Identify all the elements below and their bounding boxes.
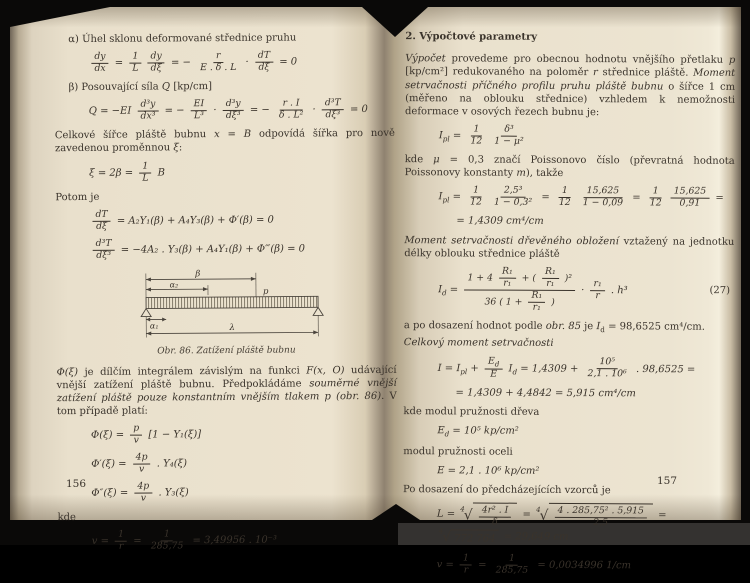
dimension-label-alpha2: α₂ <box>170 280 179 289</box>
para-modul-dreva: kde modul pružnosti dřeva <box>403 405 733 420</box>
eq-slope: $\frac{dy}{dx}$ = $\frac{1}{L}$ $\frac{dy}{d\xi}$ = − $\frac{r}{E . \delta . L}$ · $\frac{dT}{d\xi}$ = 0 <box>54 50 394 75</box>
eq-phi: Φ(ξ) = $\frac{p}{v}$ [1 − Y₁(ξ)] <box>57 422 397 447</box>
eq-E: E = 2,1 . 10⁶ kp/cm² <box>403 464 733 479</box>
eq-d3T: $\frac{\text{d³T}}{\text{dξ³}}$ = −4A₂ . Y₃(β) + A₄Y₁(β) + Φ‴(β) = 0 <box>56 237 396 262</box>
page-left <box>54 28 398 560</box>
arrowhead <box>162 317 166 321</box>
support-left-icon <box>141 308 151 316</box>
eq-shear-force: Q = −EI $\frac{\text{d³y}}{\text{dx³}}$ = − $\frac{EI}{\text{L³}}$ · $\frac{\text{d³y}}{\text{dξ³}}$ = − $\frac{r . I}{\text{δ . L²}}$ · $\frac{\text{d³T}}{\text{dξ³}}$ = 0 <box>55 98 395 123</box>
para-width: Celkové šířce pláště bubnu x = B odpovídá šířka pro nově zavedenou proměnnou ξ: <box>55 127 395 156</box>
support-right-icon <box>313 307 323 315</box>
eq-Id: $I_d$ = 1 + 4 $\frac{\text{R₁}}{\text{r₁}}$ + ( $\frac{\text{R₁}}{\text{r₁}}$ )² 36 ( 1 + $\frac{\text{R₁}}{\text{r₁}}$ ) · $\frac{\text{r₁}}{r}$ . h³ (27) <box>404 266 734 315</box>
eq-I-total: $I = I_{pl}$ + $\frac{E_d}{E}$ $I_d = 1,4309$ + $\frac{\text{10⁵}}{\text{2,1 . 10⁶}}$ . 98,6525 = <box>404 356 734 382</box>
dimension-label-lambda: λ <box>229 323 235 333</box>
eq-L: L = 4 √ $\frac{\text{4r² . I}}{\delta}$ = 4 √ $\frac{\text{4 . 285,75² . 5,915}}{2,5}$ = 4 √ 772 764 = 29,649 cm <box>403 502 733 548</box>
corner-shadow <box>10 7 110 27</box>
eq-phi-prime: Φ′(ξ) = $\frac{4p}{v}$ . Y₄(ξ) <box>57 451 397 476</box>
para-dosazeni-Id: a po dosazení hodnot podle obr. 85 je $I_d = 98,6525$ cm⁴/cm. <box>404 319 734 335</box>
arrowhead <box>313 330 318 334</box>
para-vypocet: Výpočet provedeme pro obecnou hodnotu vnějšího přetlaku p [kp/cm²] redukovaného na poloměr r střednice pláště. Moment setrvačnosti příčného profilu pruhu pláště bubnu o šířce 1 cm (měřeno na oblouku střednice) vzhledem k nemožnosti deformace v osových řezech bubnu je: <box>405 52 735 120</box>
arrowhead <box>146 331 151 335</box>
arrowhead <box>251 276 256 280</box>
arrowhead <box>203 287 208 291</box>
equation-number: (27) <box>710 285 731 298</box>
para-phi: Φ(ξ) je dílčím integrálem závislým na funkci F(x, O) udávající vnější zatížení pláště bubnu. Předpokládáme souměrné vnější zatížení pláště pouze konstantním vnějším tlakem p (obr. 86). V tom případě platí: <box>56 363 396 418</box>
arrowhead <box>146 287 151 291</box>
para-potom-je: Potom je <box>55 188 395 204</box>
eq-v-left: v = $\frac{1}{r}$ = $\frac{1}{285,75}$ = 3,49956 . 10⁻³ <box>58 528 398 553</box>
load-label-p: p <box>263 286 269 296</box>
figure-caption: Obr. 86. Zatížení pláště bubnu <box>56 345 396 359</box>
eq-phi-second: Φ″(ξ) = $\frac{4p}{v}$ . Y₃(ξ) <box>57 480 397 505</box>
book-spread <box>10 7 741 520</box>
eq-I-total-result: = 1,4309 + 4,4842 = 5,915 cm⁴/cm <box>404 386 734 401</box>
page-number-left: 156 <box>66 478 86 490</box>
page-number-right: 157 <box>657 475 677 487</box>
dimension-label-alpha1: α₁ <box>150 321 159 330</box>
eq-Ed: $E_d = 10^5$ kp/cm² <box>403 424 733 440</box>
eq-Ipl-numeric: $I_{pl}$ = $\frac{1}{12}$ $\frac{\text{2,5³}}{\text{1 − 0,3²}}$ = $\frac{1}{12}$ $\frac{15,625}{1 - 0,09}$ = $\frac{1}{12}$ $\frac{15,625}{0,91}$ = <box>405 186 735 211</box>
arrowhead <box>146 277 151 281</box>
para-po-dosazeni: Po dosazení do předcházejících vzorců je <box>403 483 733 498</box>
dim-line-beta <box>146 278 256 279</box>
section-heading: 2. Výpočtové parametry <box>405 30 735 45</box>
para-alpha-item: α) Úhel sklonu deformované střednice pruhu <box>54 31 394 47</box>
eq-Ipl-result: = 1,4309 cm⁴/cm <box>404 215 734 230</box>
para-kde: kde <box>58 509 398 525</box>
eq-xi: ξ = 2β = $\frac{1}{L}$ B <box>55 159 395 184</box>
beam-diagram-figure <box>56 265 397 346</box>
beam-body <box>146 296 318 308</box>
eq-Ipl: $I_{pl}$ = $\frac{1}{12}$ $\frac{\text{δ³}}{\text{1 − μ²}}$ <box>405 124 735 149</box>
eq-dT: $\frac{dT}{d\xi}$ = A₂Y₁(β) + A₄Y₃(β) + Φ′(β) = 0 <box>55 208 395 233</box>
para-poisson: kde μ = 0,3 značí Poissonovo číslo (převratná hodnota Poissonovy konstanty m), takže <box>405 153 735 181</box>
dimension-label-beta: β <box>194 269 200 279</box>
eq-v-right: v = $\frac{1}{r}$ = $\frac{1}{285,75}$ = 0,0034996 1/cm <box>403 553 733 578</box>
para-modul-oceli: modul pružnosti oceli <box>403 445 733 460</box>
para-beta-item: β) Posouvající síla Q [kp/cm] <box>55 79 395 95</box>
beam-diagram <box>108 266 345 342</box>
para-celkovy-moment: Celkový moment setrvačnosti <box>404 336 734 351</box>
page-right <box>403 26 736 583</box>
para-moment-dreva: Moment setrvačnosti dřevěného obložení vztažený na jednotku délky oblouku střednice pláště <box>404 234 734 262</box>
